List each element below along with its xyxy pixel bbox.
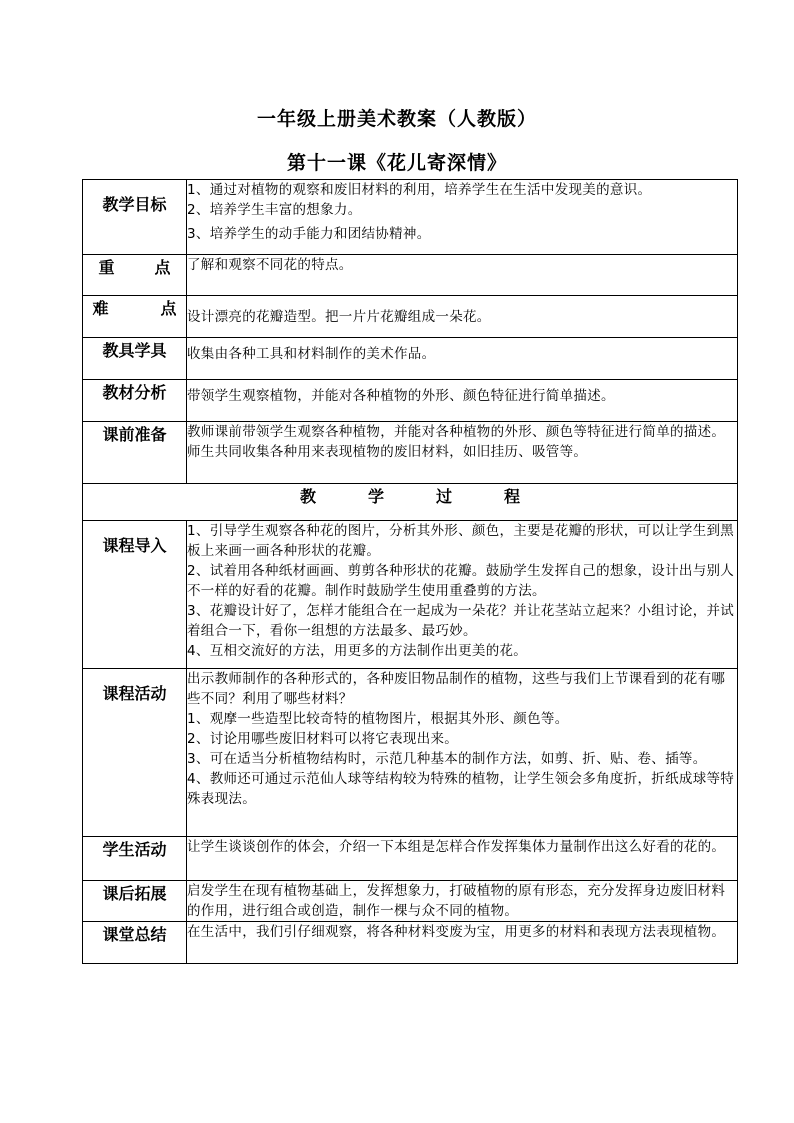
content-extension: 启发学生在现有植物基础上，发挥想象力，打破植物的原有形态，充分发挥身边废旧材料的作用，进行组合或创造，制作一棵与众不同的植物。 bbox=[187, 881, 738, 922]
activity-line: 3、可在适当分析植物结构时，示范几种基本的制作方法，如剪、折、贴、卷、插等。 bbox=[187, 751, 707, 767]
content-analysis: 带领学生观察植物，并能对各种植物的外形、颜色特征进行简单描述。 bbox=[187, 380, 738, 422]
content-tools: 收集由各种工具和材料制作的美术作品。 bbox=[187, 338, 738, 380]
difficulty-text: 设计漂亮的花瓣造型。把一片片花瓣组成一朵花。 bbox=[187, 308, 491, 325]
label-intro: 课程导入 bbox=[83, 521, 187, 669]
row-preparation bbox=[83, 422, 738, 484]
label-char: 点 bbox=[160, 299, 177, 318]
content-focus: 了解和观察不同花的特点。 bbox=[187, 255, 738, 296]
label-char: 重 bbox=[98, 258, 115, 277]
intro-line: 3、花瓣设计好了，怎样才能组合在一起成为一朵花？并让花茎站立起来？小组讨论，并试着组合一下，看你一组想的方法最多、最巧妙。 bbox=[187, 603, 735, 639]
row-intro bbox=[83, 521, 738, 669]
process-header bbox=[83, 484, 738, 521]
content-summary: 在生活中，我们引仔细观察，将各种材料变废为宝，用更多的材料和表现方法表现植物。 bbox=[187, 922, 738, 964]
process-char: 教 bbox=[299, 487, 316, 506]
label-student: 学生活动 bbox=[83, 837, 187, 881]
row-analysis bbox=[83, 380, 738, 422]
label-char: 难 bbox=[92, 299, 109, 318]
preparation-line: 教师课前带领学生观察各种植物，并能对各种植物的外形、颜色等特征进行简单的描述。 bbox=[187, 424, 726, 440]
label-difficulty bbox=[83, 296, 187, 338]
row-summary bbox=[83, 922, 738, 964]
content-objectives bbox=[187, 180, 738, 255]
label-tools: 教具学具 bbox=[83, 338, 187, 380]
row-objectives bbox=[83, 180, 738, 255]
row-tools bbox=[83, 338, 738, 380]
content-preparation bbox=[187, 422, 738, 484]
intro-line: 4、互相交流好的方法，用更多的方法制作出更美的花。 bbox=[187, 643, 528, 659]
label-analysis: 教材分析 bbox=[83, 380, 187, 422]
label-extension: 课后拓展 bbox=[83, 881, 187, 922]
process-char: 程 bbox=[504, 487, 521, 506]
row-focus bbox=[83, 255, 738, 296]
intro-line: 1、引导学生观察各种花的图片，分析其外形、颜色，主要是花瓣的形状，可以让学生到黑板上来画一画各种形状的花瓣。 bbox=[187, 523, 735, 559]
content-activity bbox=[187, 669, 738, 837]
document-title: 一年级上册美术教案（人教版） bbox=[256, 108, 537, 130]
activity-line: 出示教师制作的各种形式的，各种废旧物品制作的植物，这些与我们上节课看到的花有哪些不同？利用了哪些材料？ bbox=[187, 671, 726, 707]
activity-line: 2、讨论用哪些废旧材料可以将它表现出来。 bbox=[187, 731, 459, 747]
row-process-header bbox=[83, 484, 738, 521]
label-focus bbox=[83, 255, 187, 296]
row-extension bbox=[83, 881, 738, 922]
lesson-plan-table bbox=[82, 179, 738, 964]
objective-line: 3、培养学生的动手能力和团结协精神。 bbox=[187, 226, 431, 242]
content-intro bbox=[187, 521, 738, 669]
row-difficulty bbox=[83, 296, 738, 338]
content-student: 让学生谈谈创作的体会，介绍一下本组是怎样合作发挥集体力量制作出这么好看的花的。 bbox=[187, 837, 738, 881]
activity-line: 4、教师还可通过示范仙人球等结构较为特殊的植物，让学生领会多角度折，折纸成球等特殊表现法。 bbox=[187, 771, 735, 807]
row-student bbox=[83, 837, 738, 881]
process-char: 过 bbox=[436, 487, 453, 506]
preparation-line: 师生共同收集各种用来表现植物的废旧材料，如旧挂历、吸管等。 bbox=[187, 444, 588, 460]
content-difficulty bbox=[187, 296, 738, 338]
label-objectives: 教学目标 bbox=[83, 180, 187, 255]
activity-line: 1、观摩一些造型比较奇特的植物图片，根据其外形、颜色等。 bbox=[187, 711, 569, 727]
intro-line: 2、试着用各种纸材画画、剪剪各种形状的花瓣。鼓励学生发挥自己的想象，设计出与别人不一样的好看的花瓣。制作时鼓励学生使用重叠剪的方法。 bbox=[187, 563, 735, 599]
objective-line: 2、培养学生丰富的想象力。 bbox=[187, 202, 362, 218]
label-activity: 课程活动 bbox=[83, 669, 187, 837]
row-activity bbox=[83, 669, 738, 837]
label-summary: 课堂总结 bbox=[83, 922, 187, 964]
objective-line: 1、通过对植物的观察和废旧材料的利用，培养学生在生活中发现美的意识。 bbox=[187, 182, 652, 198]
label-preparation: 课前准备 bbox=[83, 422, 187, 484]
process-char: 学 bbox=[367, 487, 384, 506]
label-char: 点 bbox=[154, 258, 171, 277]
lesson-title: 第十一课《花儿寄深情》 bbox=[286, 152, 507, 174]
